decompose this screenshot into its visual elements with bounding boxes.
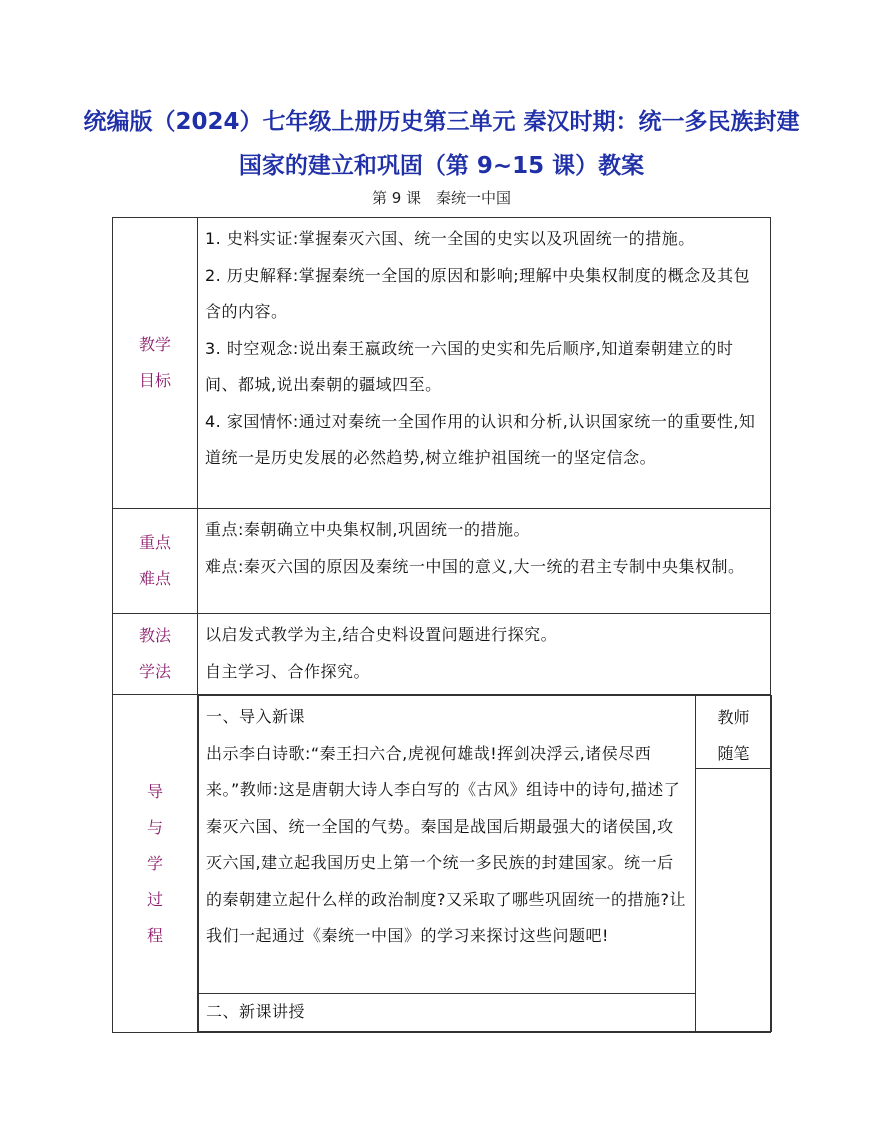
methods-row [113, 614, 771, 695]
section-title: 一、导入新课 [206, 707, 306, 726]
method-item: 以启发式教学为主,结合史料设置问题进行探究。 [205, 625, 558, 644]
objectives-label: 教学 目标 [113, 218, 198, 509]
teacher-notes-column [696, 696, 772, 1032]
key-point-item: 难点:秦灭六国的原因及秦统一中国的意义,大一统的君主专制中央集权制。 [205, 556, 745, 576]
methods-label: 教法 学法 [113, 614, 198, 695]
document-title: 统编版（2024）七年级上册历史第三单元 秦汉时期：统一多民族封建国家的建立和巩固（第 9~15 课）教案 [83, 109, 800, 179]
lesson-plan-table [112, 217, 771, 1033]
method-item: 自主学习、合作探究。 [205, 661, 371, 681]
methods-content [198, 614, 771, 695]
teacher-notes-label: 教师 随笔 [696, 696, 771, 769]
key-point-item: 重点:秦朝确立中央集权制,巩固统一的措施。 [205, 520, 530, 539]
objective-item: 1. 史料实证:掌握秦灭六国、统一全国的史实以及巩固统一的措施。 [205, 229, 695, 248]
intro-section [199, 696, 696, 994]
key-points-row [113, 509, 771, 614]
process-row [113, 695, 771, 1033]
objective-item: 3. 时空观念:说出秦王嬴政统一六国的史实和先后顺序,知道秦朝建立的时间、都城,说出秦朝的疆域四至。 [205, 338, 734, 394]
section-text: 出示李白诗歌:“秦王扫六合,虎视何雄哉!挥剑决浮云,诸侯尽西来。”教师:这是唐朝大诗人李白写的《古风》组诗中的诗句,描述了秦灭六国、统一全国的气势。秦国是战国后期最强大的诸侯国,攻灭六国,建立起我国历史上第一个统一多民族的封建国家。统一后的秦朝建立起什么样的政治制度?又采取了哪些巩固统一的措施?让我们一起通过《秦统一中国》的学习来探讨这些问题吧! [206, 743, 686, 945]
process-cell [198, 695, 771, 1033]
lesson-heading: 第 9 课 秦统一中国 [371, 189, 512, 207]
new-lesson-section [199, 994, 696, 1032]
process-inner-table [198, 695, 772, 1032]
section-title: 二、新课讲授 [206, 1002, 306, 1021]
key-points-content [198, 509, 771, 614]
objectives-row [113, 218, 771, 509]
process-label: 导 与 学 过 程 [113, 695, 198, 1033]
objective-item: 2. 历史解释:掌握秦统一全国的原因和影响;理解中央集权制度的概念及其包含的内容。 [205, 265, 751, 321]
objectives-content [198, 218, 771, 509]
key-points-label: 重点 难点 [113, 509, 198, 614]
objective-item: 4. 家国情怀:通过对秦统一全国作用的认识和分析,认识国家统一的重要性,知道统一是历史发展的必然趋势,树立维护祖国统一的坚定信念。 [205, 411, 756, 467]
